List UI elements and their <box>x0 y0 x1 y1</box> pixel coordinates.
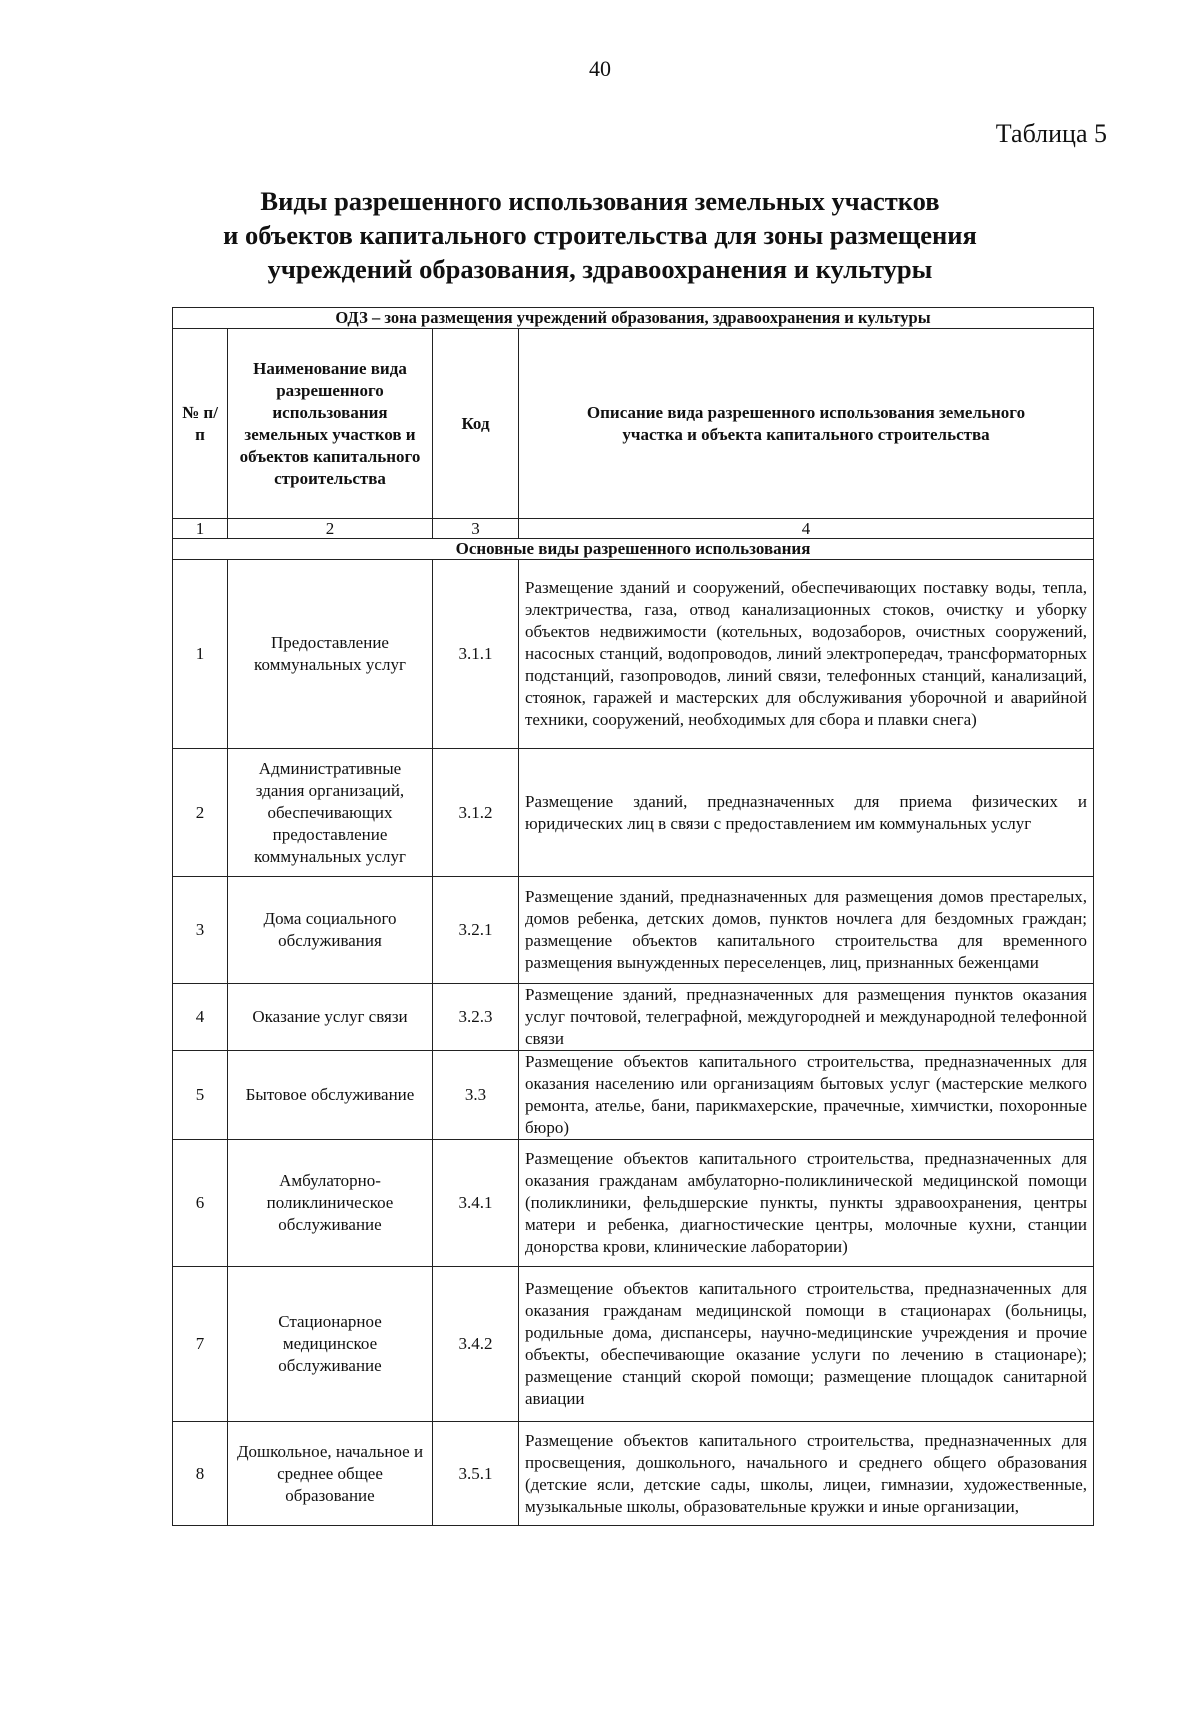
row-number: 3 <box>173 877 228 984</box>
row-use-name: Оказание услуг связи <box>228 984 433 1051</box>
header-num: № п/п <box>173 329 228 519</box>
title-line: и объектов капитального строительства для зоны размещения <box>223 220 977 250</box>
document-title <box>150 184 1050 286</box>
row-code: 3.1.1 <box>433 560 519 749</box>
table-row <box>173 877 1094 984</box>
zone-title: ОДЗ – зона размещения учреждений образования, здравоохранения и культуры <box>173 308 1094 329</box>
row-description: Размещение объектов капитального строительства, предназначенных для оказания населению или организациям бытовых услуг (мастерские мелкого ремонта, ателье, бани, парикмахерские, прачечные, химчистки, похоронные бюро) <box>519 1051 1094 1140</box>
page-number: 40 <box>589 56 611 81</box>
row-use-name: Бытовое обслуживание <box>228 1051 433 1140</box>
header-desc: Описание вида разрешенного использования земельного участка и объекта капитального строительства <box>519 329 1094 519</box>
row-description: Размещение объектов капитального строительства, предназначенных для оказания гражданам медицинской помощи в стационарах (больницы, родильные дома, диспансеры, научно-медицинские учреждения и прочие объекты, обеспечивающие оказание услуги по лечению в стационаре); размещение станций скорой помощи; размещение площадок санитарной авиации <box>519 1267 1094 1422</box>
row-use-name: Предоставление коммунальных услуг <box>228 560 433 749</box>
row-use-name: Амбулаторно-поликлиническое обслуживание <box>228 1140 433 1267</box>
table-row <box>173 560 1094 749</box>
column-number-row <box>173 519 1094 539</box>
column-number: 3 <box>433 519 519 539</box>
row-description: Размещение объектов капитального строительства, предназначенных для оказания гражданам амбулаторно-поликлинической медицинской помощи (поликлиники, фельдшерские пункты, пункты здравоохранения, центры матери и ребенка, диагностические центры, молочные кухни, станции донорства крови, клинические лаборатории) <box>519 1140 1094 1267</box>
title-line: Виды разрешенного использования земельных участков <box>260 186 940 216</box>
table-row <box>173 749 1094 877</box>
section-title: Основные виды разрешенного использования <box>173 539 1094 560</box>
row-use-name: Дома социального обслуживания <box>228 877 433 984</box>
section-row <box>173 539 1094 560</box>
title-line: учреждений образования, здравоохранения и культуры <box>267 254 933 284</box>
row-code: 3.2.3 <box>433 984 519 1051</box>
row-number: 1 <box>173 560 228 749</box>
table-row <box>173 1140 1094 1267</box>
row-code: 3.1.2 <box>433 749 519 877</box>
row-description: Размещение зданий, предназначенных для приема физических и юридических лиц в связи с предоставлением им коммунальных услуг <box>519 749 1094 877</box>
table-row <box>173 984 1094 1051</box>
table-row <box>173 1267 1094 1422</box>
row-use-name: Административные здания организаций, обеспечивающих предоставление коммунальных услуг <box>228 749 433 877</box>
row-number: 7 <box>173 1267 228 1422</box>
row-code: 3.2.1 <box>433 877 519 984</box>
zone-title-row <box>173 308 1094 329</box>
row-number: 8 <box>173 1422 228 1526</box>
row-number: 5 <box>173 1051 228 1140</box>
row-description: Размещение объектов капитального строительства, предназначенных для просвещения, дошкольного, начального и среднего общего образования (детские ясли, детские сады, школы, лицеи, гимназии, художественные, музыкальные школы, образовательные кружки и иные организации, <box>519 1422 1094 1526</box>
row-number: 4 <box>173 984 228 1051</box>
header-row <box>173 329 1094 519</box>
row-number: 6 <box>173 1140 228 1267</box>
header-name: Наименование вида разрешенного использования земельных участков и объектов капитального строительства <box>228 329 433 519</box>
row-code: 3.4.1 <box>433 1140 519 1267</box>
row-description: Размещение зданий, предназначенных для размещения домов престарелых, домов ребенка, детских домов, пунктов ночлега для бездомных граждан; размещение объектов капитального строительства для временного размещения вынужденных переселенцев, лиц, признанных беженцами <box>519 877 1094 984</box>
table-row <box>173 1422 1094 1526</box>
row-description: Размещение зданий, предназначенных для размещения пунктов оказания услуг почтовой, телеграфной, междугородней и международной телефонной связи <box>519 984 1094 1051</box>
row-description: Размещение зданий и сооружений, обеспечивающих поставку воды, тепла, электричества, газа, отвод канализационных стоков, очистку и уборку объектов недвижимости (котельных, водозаборов, очистных сооружений, насосных станций, водопроводов, линий электропередач, трансформаторных подстанций, газопроводов, линий связи, телефонных станций, канализаций, стоянок, гаражей и мастерских для обслуживания уборочной и аварийной техники, сооружений, необходимых для сбора и плавки снега) <box>519 560 1094 749</box>
table-row <box>173 1051 1094 1140</box>
column-number: 1 <box>173 519 228 539</box>
header-code: Код <box>433 329 519 519</box>
row-code: 3.5.1 <box>433 1422 519 1526</box>
row-use-name: Стационарное медицинское обслуживание <box>228 1267 433 1422</box>
row-code: 3.3 <box>433 1051 519 1140</box>
row-number: 2 <box>173 749 228 877</box>
column-number: 4 <box>519 519 1094 539</box>
table-label: Таблица 5 <box>995 119 1107 148</box>
row-code: 3.4.2 <box>433 1267 519 1422</box>
permitted-use-table <box>172 307 1094 1526</box>
column-number: 2 <box>228 519 433 539</box>
row-use-name: Дошкольное, начальное и среднее общее образование <box>228 1422 433 1526</box>
